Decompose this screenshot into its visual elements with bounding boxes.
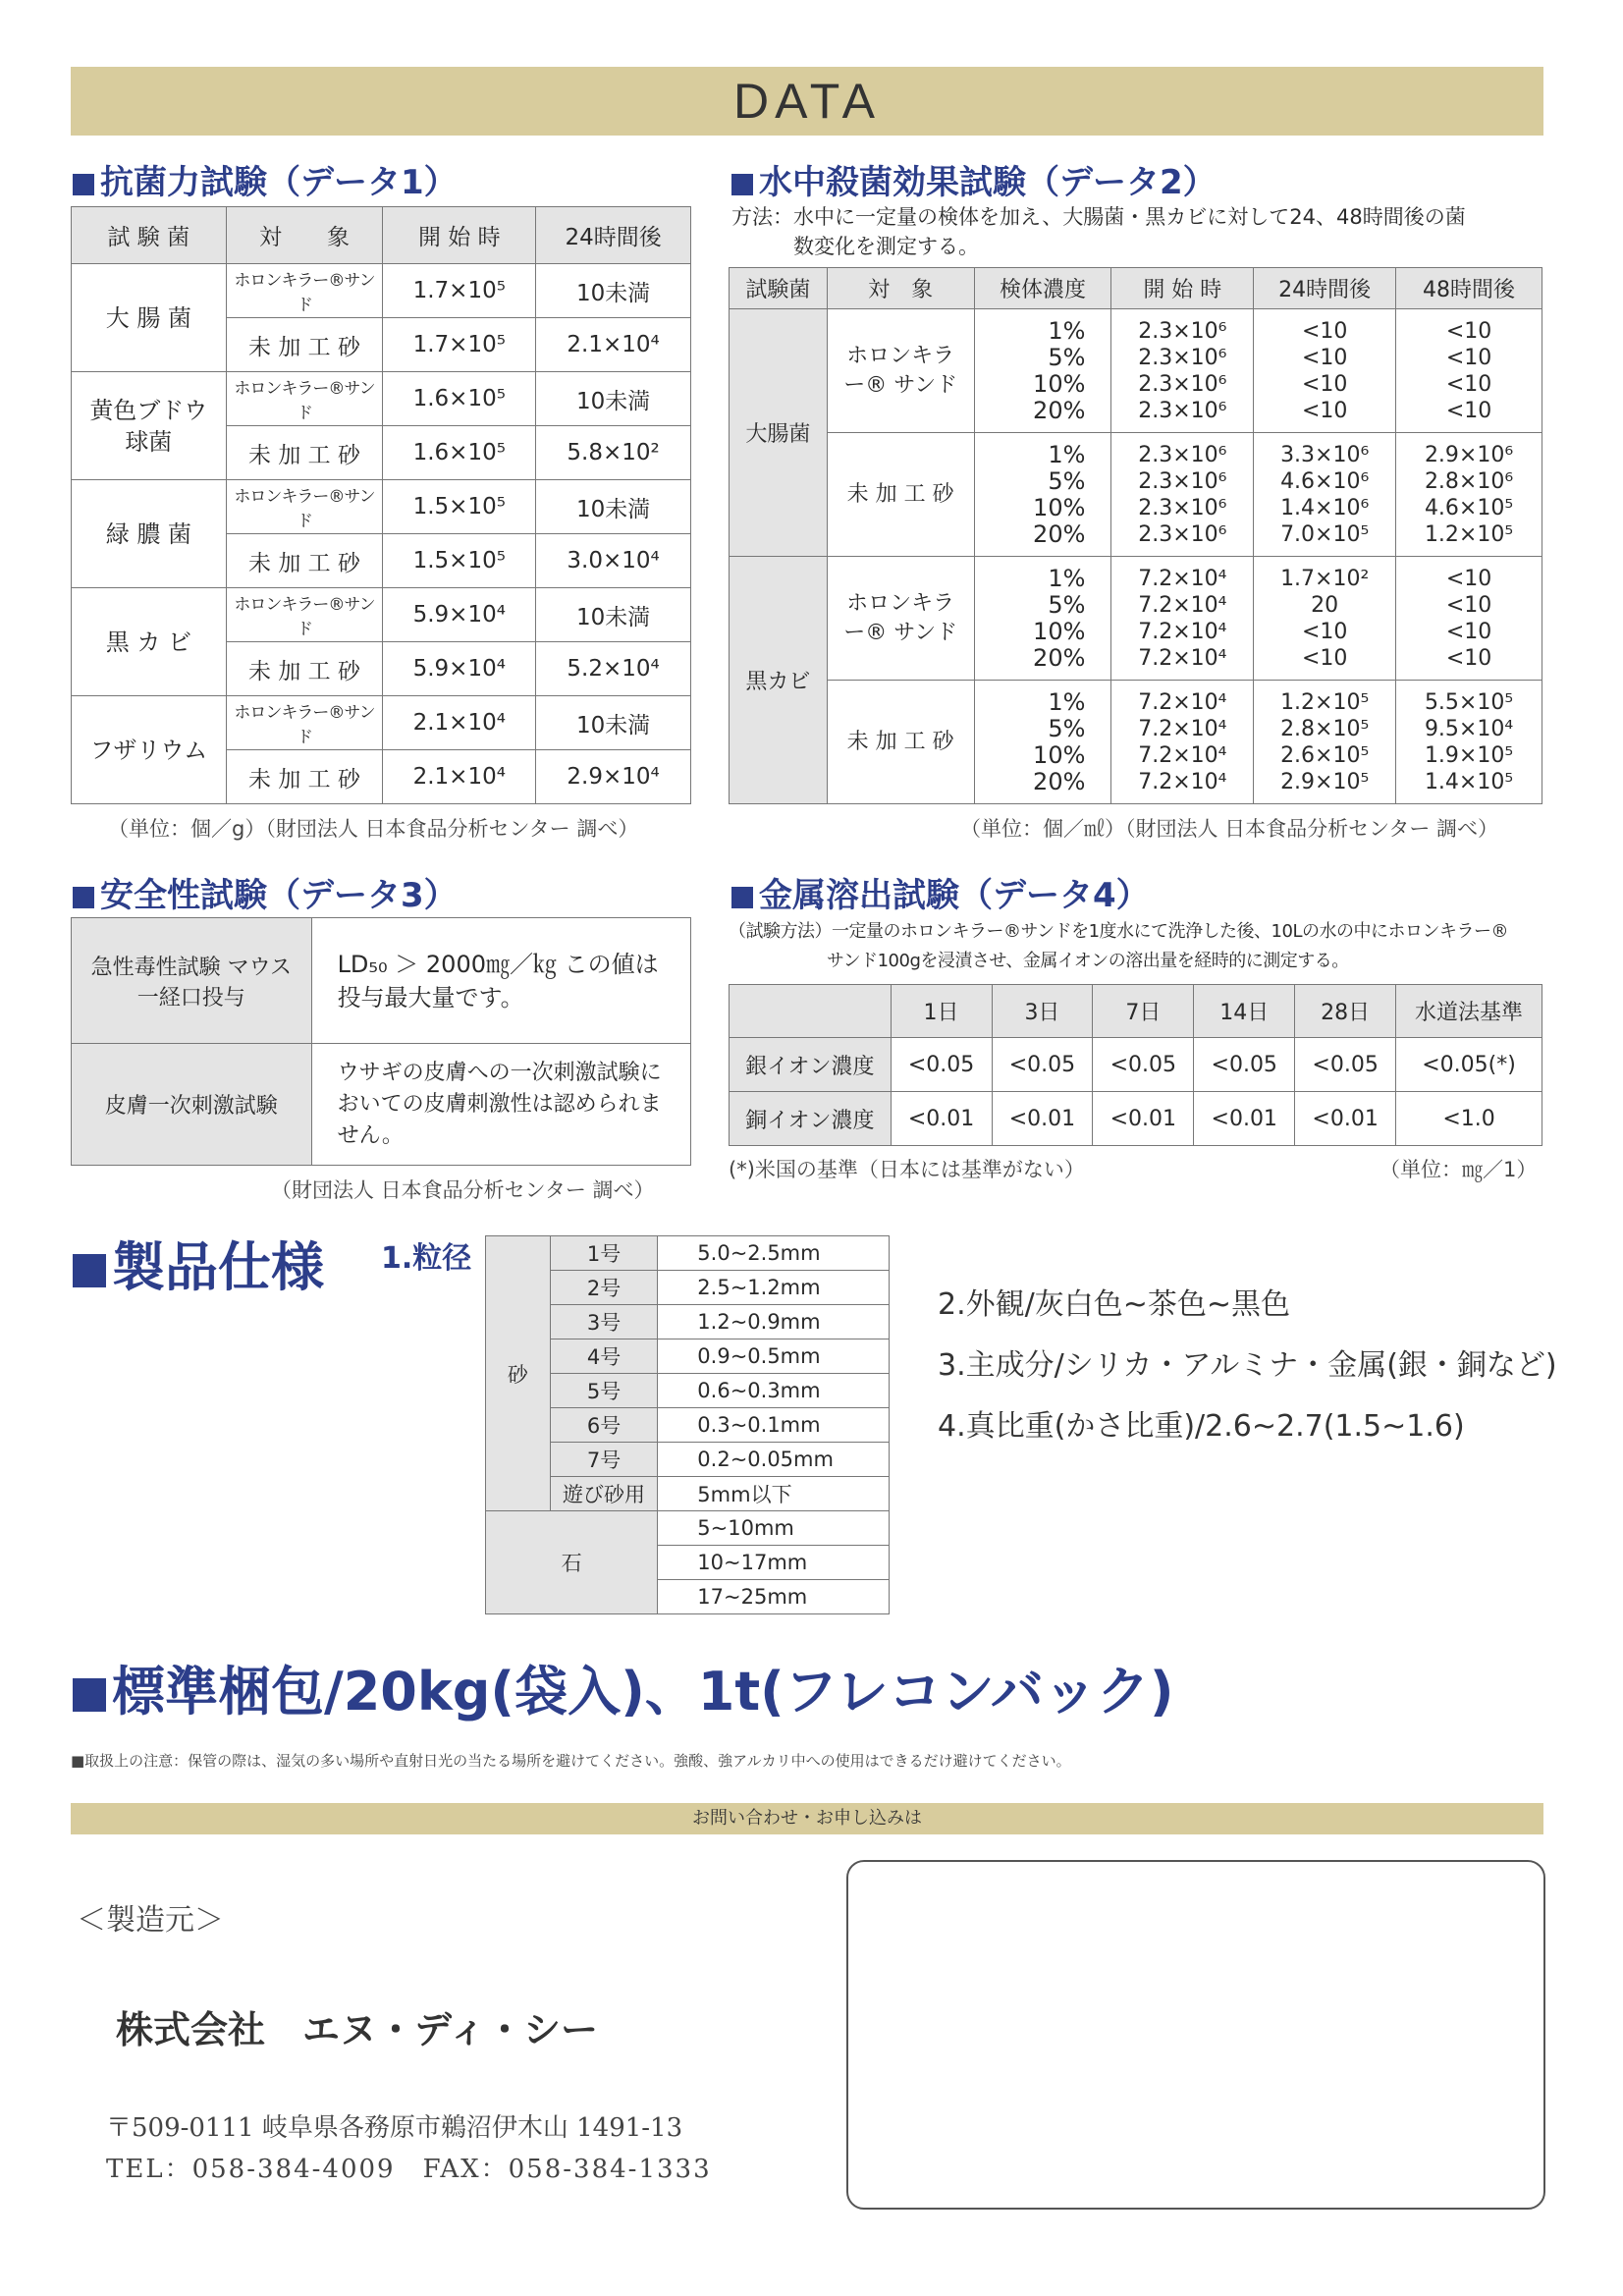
cell: <0.05 bbox=[891, 1038, 992, 1092]
start-cell bbox=[1111, 309, 1254, 433]
value-line: <10 bbox=[1445, 398, 1492, 423]
value-line: 9.5×10⁴ bbox=[1424, 716, 1514, 741]
target-cell: 未 加 工 砂 bbox=[226, 642, 383, 696]
start-cell: 5.9×10⁴ bbox=[383, 642, 536, 696]
value-line: <10 bbox=[1301, 345, 1348, 370]
table-row bbox=[72, 588, 691, 642]
data-title-band bbox=[71, 67, 1543, 136]
data2-method-line: 方法：水中に一定量の検体を加え、大腸菌・黒カビに対して24、48時間後の菌 bbox=[731, 205, 1466, 229]
organism-cell: 黒 カ ビ bbox=[72, 588, 227, 696]
value-line: <10 bbox=[1445, 345, 1492, 370]
start-cell: 2.1×10⁴ bbox=[383, 696, 536, 750]
target-cell: 未 加 工 砂 bbox=[226, 750, 383, 804]
value-line: 5% bbox=[1048, 343, 1086, 371]
target-cell: ホロンキラー® サンド bbox=[827, 557, 974, 681]
value-line: <10 bbox=[1445, 645, 1492, 671]
col-header: 48時間後 bbox=[1396, 268, 1542, 309]
row-label: 銅イオン濃度 bbox=[730, 1092, 892, 1146]
col-header: 14日 bbox=[1194, 985, 1295, 1038]
square-bullet-icon bbox=[731, 174, 753, 195]
value-line: 2.3×10⁶ bbox=[1138, 521, 1227, 547]
value-line: <10 bbox=[1301, 645, 1348, 671]
after-cell: 5.2×10⁴ bbox=[536, 642, 691, 696]
value-line: <10 bbox=[1301, 619, 1348, 644]
h48-cell bbox=[1396, 557, 1542, 681]
data4-heading bbox=[731, 868, 1150, 916]
spec-heading bbox=[73, 1226, 324, 1301]
organism-cell: 緑 膿 菌 bbox=[72, 480, 227, 588]
col-header: 検体濃度 bbox=[974, 268, 1111, 309]
start-cell bbox=[1111, 433, 1254, 557]
grade-cell: 7号 bbox=[550, 1443, 658, 1477]
col-header: 対 象 bbox=[226, 207, 383, 264]
col-header: 3日 bbox=[992, 985, 1093, 1038]
metal-elution-table bbox=[729, 984, 1542, 1146]
value-line: 7.2×10⁴ bbox=[1138, 769, 1227, 794]
start-cell bbox=[1111, 557, 1254, 681]
value-line: 1% bbox=[1048, 316, 1086, 345]
data4-footnote: (*)米国の基準（日本には基準がない） bbox=[729, 1158, 1085, 1181]
contact-band-label: お問い合わせ・お申し込みは bbox=[692, 1808, 922, 1829]
start-cell: 1.5×10⁵ bbox=[383, 480, 536, 534]
value-line: 7.2×10⁴ bbox=[1138, 566, 1227, 591]
packaging-title: 標準梱包/20kg(袋入)、1t(フレコンバック) bbox=[112, 1661, 1174, 1722]
after-cell: 10未満 bbox=[536, 588, 691, 642]
contact-band bbox=[71, 1803, 1543, 1834]
value-line: 1.4×10⁶ bbox=[1280, 495, 1370, 520]
after-cell: 2.9×10⁴ bbox=[536, 750, 691, 804]
value-line: <10 bbox=[1445, 619, 1492, 644]
h24-cell bbox=[1254, 309, 1396, 433]
packaging-heading bbox=[73, 1650, 1174, 1725]
spec-item: 4.真比重(かさ比重)/2.6~2.7(1.5~1.6) bbox=[938, 1409, 1465, 1444]
col-header: 24時間後 bbox=[536, 207, 691, 264]
value-line: 10% bbox=[1033, 617, 1086, 645]
start-cell: 1.6×10⁵ bbox=[383, 372, 536, 426]
organism-cell: 黄色ブドウ球菌 bbox=[72, 372, 227, 480]
water-sterilization-table bbox=[729, 267, 1542, 804]
square-bullet-icon bbox=[73, 1678, 106, 1712]
start-cell: 2.1×10⁴ bbox=[383, 750, 536, 804]
value-line: 7.2×10⁴ bbox=[1138, 689, 1227, 715]
value-line: 1.4×10⁵ bbox=[1424, 769, 1514, 794]
conc-cell bbox=[974, 557, 1111, 681]
value-line: 7.0×10⁵ bbox=[1280, 521, 1370, 547]
table-row bbox=[72, 264, 691, 318]
size-cell: 2.5~1.2mm bbox=[658, 1271, 890, 1305]
square-bullet-icon bbox=[73, 174, 94, 195]
value-line: 2.3×10⁶ bbox=[1138, 468, 1227, 494]
value-line: 20% bbox=[1033, 519, 1086, 548]
safety-label: 皮膚一次刺激試験 bbox=[72, 1044, 312, 1166]
size-cell: 0.2~0.05mm bbox=[658, 1443, 890, 1477]
page-title: DATA bbox=[733, 74, 881, 129]
value-line: <10 bbox=[1445, 318, 1492, 344]
maker-phone: TEL：058-384-4009 FAX：058-384-1333 bbox=[106, 2155, 712, 2184]
target-cell: ホロンキラー®サンド bbox=[226, 588, 383, 642]
cell: <0.01 bbox=[1295, 1092, 1396, 1146]
data4-unit: （単位：㎎／1） bbox=[1380, 1158, 1538, 1181]
organism-cell: 黒カビ bbox=[730, 557, 828, 804]
value-line: <10 bbox=[1445, 371, 1492, 397]
col-header: 試 験 菌 bbox=[72, 207, 227, 264]
value-line: <10 bbox=[1445, 566, 1492, 591]
value-line: 10% bbox=[1033, 493, 1086, 521]
cell: <0.01 bbox=[891, 1092, 992, 1146]
table-row bbox=[72, 696, 691, 750]
grade-cell: 6号 bbox=[550, 1408, 658, 1443]
cell: <0.01 bbox=[1194, 1092, 1295, 1146]
col-header: 1日 bbox=[891, 985, 992, 1038]
value-line: 7.2×10⁴ bbox=[1138, 592, 1227, 618]
spec-item: 2.外観/灰白色~茶色~黒色 bbox=[938, 1287, 1291, 1322]
after-cell: 5.8×10² bbox=[536, 426, 691, 480]
value-line: 2.3×10⁶ bbox=[1138, 318, 1227, 344]
value-line: 2.3×10⁶ bbox=[1138, 398, 1227, 423]
grade-cell: 4号 bbox=[550, 1339, 658, 1374]
after-cell: 10未満 bbox=[536, 696, 691, 750]
target-cell: 未 加 工 砂 bbox=[827, 433, 974, 557]
value-line: 7.2×10⁴ bbox=[1138, 645, 1227, 671]
table-row bbox=[730, 309, 1542, 433]
conc-cell bbox=[974, 681, 1111, 804]
size-cell: 5.0~2.5mm bbox=[658, 1236, 890, 1271]
value-line: 2.3×10⁶ bbox=[1138, 495, 1227, 520]
target-cell: ホロンキラー®サンド bbox=[226, 264, 383, 318]
col-header: 開 始 時 bbox=[383, 207, 536, 264]
value-line: 7.2×10⁴ bbox=[1138, 716, 1227, 741]
cell: <0.05(*) bbox=[1396, 1038, 1542, 1092]
cell: <0.01 bbox=[992, 1092, 1093, 1146]
value-line: 1% bbox=[1048, 564, 1086, 592]
value-line: 10% bbox=[1033, 740, 1086, 769]
value-line: 7.2×10⁴ bbox=[1138, 619, 1227, 644]
value-line: 5% bbox=[1048, 714, 1086, 742]
target-cell: ホロンキラー®サンド bbox=[226, 372, 383, 426]
conc-cell bbox=[974, 433, 1111, 557]
cell: <0.05 bbox=[992, 1038, 1093, 1092]
table-row bbox=[730, 681, 1542, 804]
col-header: 7日 bbox=[1093, 985, 1194, 1038]
grade-cell: 3号 bbox=[550, 1305, 658, 1339]
cell: <0.05 bbox=[1093, 1038, 1194, 1092]
data3-heading bbox=[73, 868, 458, 916]
value-line: 2.3×10⁶ bbox=[1138, 371, 1227, 397]
data3-title: 安全性試験（データ3） bbox=[100, 876, 458, 915]
value-line: 1% bbox=[1048, 440, 1086, 468]
organism-cell: フザリウム bbox=[72, 696, 227, 804]
size-label: 1.粒径 bbox=[381, 1241, 472, 1276]
target-cell: ホロンキラー®サンド bbox=[226, 480, 383, 534]
col-header: 28日 bbox=[1295, 985, 1396, 1038]
value-line: <10 bbox=[1301, 371, 1348, 397]
square-bullet-icon bbox=[73, 1254, 106, 1287]
safety-label: 急性毒性試験 マウス一経口投与 bbox=[72, 918, 312, 1044]
maker-label: ＜製造元＞ bbox=[77, 1903, 224, 1938]
data2-heading bbox=[731, 155, 1217, 203]
cell: <0.01 bbox=[1093, 1092, 1194, 1146]
h48-cell bbox=[1396, 681, 1542, 804]
value-line: 2.8×10⁶ bbox=[1424, 468, 1514, 494]
grade-cell: 遊び砂用 bbox=[550, 1477, 658, 1511]
row-label: 銀イオン濃度 bbox=[730, 1038, 892, 1092]
safety-value: ウサギの皮膚への一次刺激試験においての皮膚刺激性は認められません。 bbox=[311, 1044, 690, 1166]
value-line: 20% bbox=[1033, 396, 1086, 424]
spec-items bbox=[938, 1275, 1557, 1457]
square-bullet-icon bbox=[73, 887, 94, 908]
grade-cell: 5号 bbox=[550, 1374, 658, 1408]
size-cell: 17~25mm bbox=[658, 1580, 890, 1614]
particle-size-table bbox=[485, 1235, 890, 1614]
conc-cell bbox=[974, 309, 1111, 433]
size-cell: 1.2~0.9mm bbox=[658, 1305, 890, 1339]
grade-cell: 2号 bbox=[550, 1271, 658, 1305]
data4-method-line: サンド100gを浸漬させ、金属イオンの溶出量を経時的に測定する。 bbox=[827, 951, 1349, 971]
after-cell: 10未満 bbox=[536, 480, 691, 534]
col-header: 水道法基準 bbox=[1396, 985, 1542, 1038]
maker-company: 株式会社 エヌ・ディ・シー bbox=[116, 2008, 598, 2051]
square-bullet-icon bbox=[731, 887, 753, 908]
value-line: 1% bbox=[1048, 687, 1086, 716]
size-cell: 5~10mm bbox=[658, 1511, 890, 1546]
spec-item: 3.主成分/シリカ・アルミナ・金属(銀・銅など) bbox=[938, 1348, 1557, 1383]
value-line: <10 bbox=[1301, 398, 1348, 423]
size-cell: 0.3~0.1mm bbox=[658, 1408, 890, 1443]
value-line: 1.2×10⁵ bbox=[1424, 521, 1514, 547]
col-header: 試験菌 bbox=[730, 268, 828, 309]
after-cell: 2.1×10⁴ bbox=[536, 318, 691, 372]
cell: <0.05 bbox=[1295, 1038, 1396, 1092]
start-cell: 1.7×10⁵ bbox=[383, 264, 536, 318]
h48-cell bbox=[1396, 433, 1542, 557]
data2-note: （単位：個／㎖）（財団法人 日本食品分析センター 調べ） bbox=[960, 817, 1499, 841]
value-line: 20 bbox=[1311, 592, 1339, 618]
value-line: 7.2×10⁴ bbox=[1138, 742, 1227, 768]
value-line: 10% bbox=[1033, 369, 1086, 398]
data2-title: 水中殺菌効果試験（データ2） bbox=[759, 163, 1217, 202]
start-cell bbox=[1111, 681, 1254, 804]
target-cell: ホロンキラー®サンド bbox=[226, 696, 383, 750]
value-line: 1.9×10⁵ bbox=[1424, 742, 1514, 768]
value-line: 4.6×10⁶ bbox=[1280, 468, 1370, 494]
data3-note: （財団法人 日本食品分析センター 調べ） bbox=[271, 1178, 655, 1202]
value-line: 2.9×10⁵ bbox=[1280, 769, 1370, 794]
start-cell: 1.6×10⁵ bbox=[383, 426, 536, 480]
target-cell: ホロンキラー® サンド bbox=[827, 309, 974, 433]
value-line: 20% bbox=[1033, 643, 1086, 672]
size-cell: 10~17mm bbox=[658, 1546, 890, 1580]
data4-method-line: （試験方法）一定量のホロンキラー®サンドを1度水にて洗浄した後、10Lの水の中にホロンキラー® bbox=[729, 921, 1508, 942]
size-cell: 0.6~0.3mm bbox=[658, 1374, 890, 1408]
value-line: 1.2×10⁵ bbox=[1280, 689, 1370, 715]
table-row bbox=[72, 372, 691, 426]
h48-cell bbox=[1396, 309, 1542, 433]
organism-cell: 大腸菌 bbox=[730, 309, 828, 557]
value-line: 2.6×10⁵ bbox=[1280, 742, 1370, 768]
value-line: 5% bbox=[1048, 466, 1086, 495]
value-line: 2.3×10⁶ bbox=[1138, 442, 1227, 467]
value-line: 3.3×10⁶ bbox=[1280, 442, 1370, 467]
data1-note: （単位：個／g）（財団法人 日本食品分析センター 調べ） bbox=[108, 817, 639, 841]
spec-title: 製品仕様 bbox=[112, 1236, 324, 1298]
data4-title: 金属溶出試験（データ4） bbox=[759, 876, 1150, 915]
value-line: 5.5×10⁵ bbox=[1424, 689, 1514, 715]
target-cell: 未 加 工 砂 bbox=[226, 534, 383, 588]
value-line: 4.6×10⁵ bbox=[1424, 495, 1514, 520]
table-row bbox=[72, 480, 691, 534]
start-cell: 5.9×10⁴ bbox=[383, 588, 536, 642]
antibacterial-table bbox=[71, 206, 691, 804]
data4-method bbox=[729, 917, 1508, 976]
col-header: 開 始 時 bbox=[1111, 268, 1254, 309]
safety-value: LD₅₀ ＞ 2000㎎／㎏ この値は投与最大量です。 bbox=[311, 918, 690, 1044]
start-cell: 1.7×10⁵ bbox=[383, 318, 536, 372]
sand-label: 砂 bbox=[486, 1236, 551, 1511]
size-cell: 0.9~0.5mm bbox=[658, 1339, 890, 1374]
data2-method-line: 数変化を測定する。 bbox=[793, 235, 979, 258]
h24-cell bbox=[1254, 557, 1396, 681]
caution-note: ■取扱上の注意：保管の際は、湿気の多い場所や直射日光の当たる場所を避けてください。強酸、強アルカリ中への使用はできるだけ避けてください。 bbox=[71, 1752, 1071, 1770]
data1-heading bbox=[73, 155, 458, 203]
table-row bbox=[730, 557, 1542, 681]
data1-title: 抗菌力試験（データ1） bbox=[100, 163, 458, 202]
value-line: 20% bbox=[1033, 767, 1086, 795]
col-header: 対 象 bbox=[827, 268, 974, 309]
h24-cell bbox=[1254, 433, 1396, 557]
value-line: 1.7×10² bbox=[1280, 566, 1370, 591]
organism-cell: 大 腸 菌 bbox=[72, 264, 227, 372]
h24-cell bbox=[1254, 681, 1396, 804]
target-cell: 未 加 工 砂 bbox=[226, 318, 383, 372]
value-line: <10 bbox=[1301, 318, 1348, 344]
value-line: 2.3×10⁶ bbox=[1138, 345, 1227, 370]
stone-label: 石 bbox=[486, 1511, 658, 1614]
grade-cell: 1号 bbox=[550, 1236, 658, 1271]
value-line: 2.9×10⁶ bbox=[1424, 442, 1514, 467]
col-header: 24時間後 bbox=[1254, 268, 1396, 309]
after-cell: 3.0×10⁴ bbox=[536, 534, 691, 588]
value-line: <10 bbox=[1445, 592, 1492, 618]
data2-method bbox=[731, 202, 1466, 261]
table-row bbox=[730, 433, 1542, 557]
after-cell: 10未満 bbox=[536, 372, 691, 426]
value-line: 5% bbox=[1048, 590, 1086, 619]
target-cell: 未 加 工 砂 bbox=[827, 681, 974, 804]
size-cell: 5mm以下 bbox=[658, 1477, 890, 1511]
target-cell: 未 加 工 砂 bbox=[226, 426, 383, 480]
start-cell: 1.5×10⁵ bbox=[383, 534, 536, 588]
col-header bbox=[730, 985, 892, 1038]
after-cell: 10未満 bbox=[536, 264, 691, 318]
maker-address: 〒509-0111 岐阜県各務原市鵜沼伊木山 1491-13 bbox=[106, 2113, 683, 2143]
dealer-stamp-box bbox=[846, 1860, 1545, 2210]
cell: <0.05 bbox=[1194, 1038, 1295, 1092]
cell: <1.0 bbox=[1396, 1092, 1542, 1146]
value-line: 2.8×10⁵ bbox=[1280, 716, 1370, 741]
safety-table bbox=[71, 917, 691, 1166]
